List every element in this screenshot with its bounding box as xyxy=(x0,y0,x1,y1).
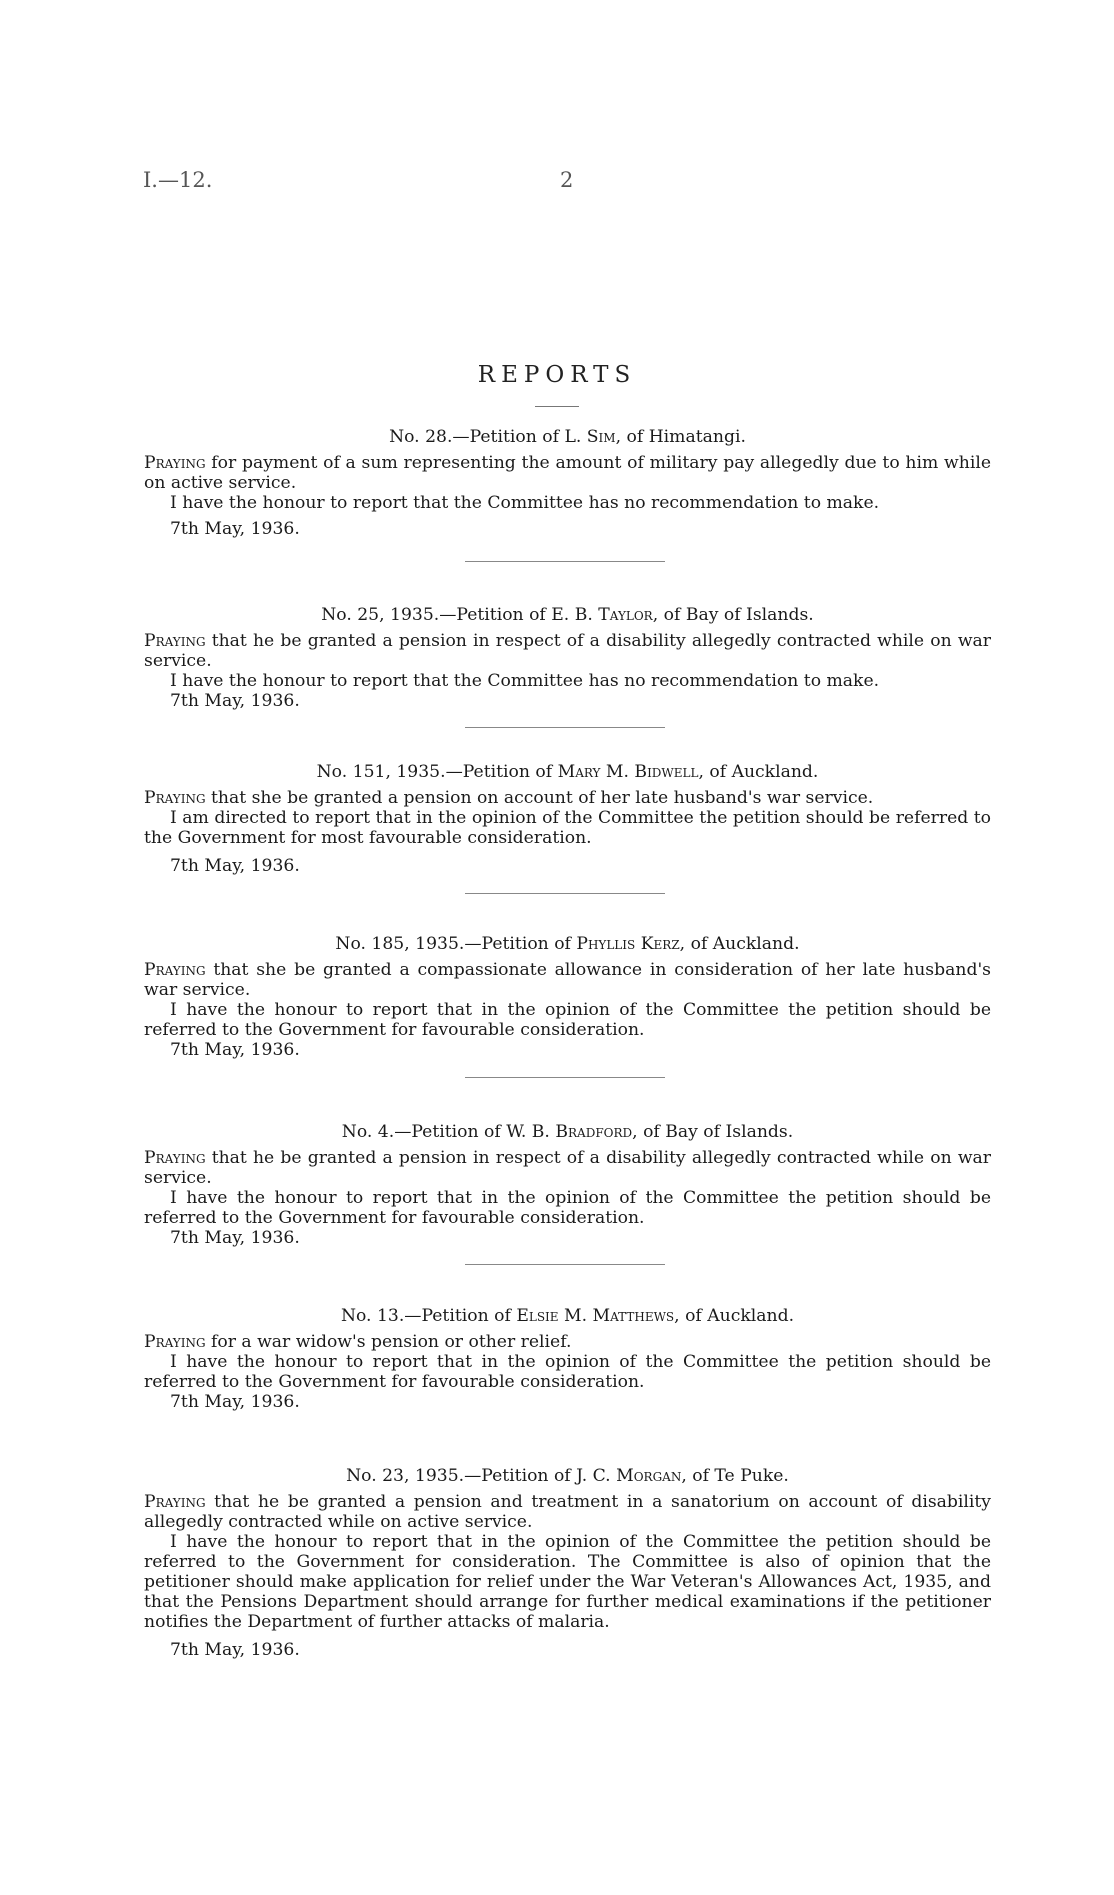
separator-rule xyxy=(465,893,665,894)
report-date: 7th May, 1936. xyxy=(170,519,300,539)
report-prayer: Praying that he be granted a pension in respect of a disability allegedly contracted while on war service. xyxy=(144,1148,991,1188)
report-heading: No. 23, 1935.—Petition of J. C. Morgan, of Te Puke. xyxy=(346,1466,789,1486)
report-heading: No. 25, 1935.—Petition of E. B. Taylor, of Bay of Islands. xyxy=(321,605,814,625)
report-entry xyxy=(144,605,991,711)
report-heading: No. 13.—Petition of Elsie M. Matthews, of Auckland. xyxy=(340,1306,795,1326)
report-heading: No. 151, 1935.—Petition of Mary M. Bidwell, of Auckland. xyxy=(316,762,819,782)
report-prayer: Praying that she be granted a pension on account of her late husband's war service. xyxy=(144,788,874,808)
report-heading: No. 28.—Petition of L. Sim, of Himatangi. xyxy=(389,427,746,447)
report-heading: No. 185, 1935.—Petition of Phyllis Kerz, of Auckland. xyxy=(335,934,800,954)
report-body: I have the honour to report that the Committee has no recommendation to make. xyxy=(170,671,880,691)
report-prayer: Praying for a war widow's pension or other relief. xyxy=(144,1332,572,1352)
title-underline xyxy=(535,406,579,407)
separator-rule xyxy=(465,1077,665,1078)
report-body: I have the honour to report that the Committee has no recommendation to make. xyxy=(170,493,880,513)
report-date: 7th May, 1936. xyxy=(170,856,300,876)
petitioner-name: E. B. Taylor xyxy=(551,605,653,625)
report-prayer: Praying that he be granted a pension in respect of a disability allegedly contracted while on war service. xyxy=(144,631,991,671)
report-body: I have the honour to report that in the opinion of the Committee the petition should be referred to the Government for favourable consideration. xyxy=(144,1000,991,1040)
report-body: I have the honour to report that in the opinion of the Committee the petition should be referred to the Government for favourable consideration. xyxy=(144,1352,991,1392)
report-body: I have the honour to report that in the opinion of the Committee the petition should be referred to the Government for consideration. The Committee is also of opinion that the petitioner should make application for relief under the War Veteran's Allowances Act, 1935, and that the Pensions Department should arrange for further medical examinations if the petitioner notifies the Department of further attacks of malaria. xyxy=(144,1532,991,1632)
report-entry xyxy=(144,1306,991,1412)
report-entry xyxy=(144,1122,991,1248)
report-date: 7th May, 1936. xyxy=(170,691,300,711)
report-entry xyxy=(144,934,991,1060)
report-date: 7th May, 1936. xyxy=(170,1392,300,1412)
page-number: 2 xyxy=(560,168,574,192)
report-prayer: Praying that she be granted a compassionate allowance in consideration of her late husband's war service. xyxy=(144,960,991,1000)
report-prayer: Praying that he be granted a pension and treatment in a sanatorium on account of disability allegedly contracted while on active service. xyxy=(144,1492,991,1532)
separator-rule xyxy=(465,561,665,562)
petitioner-name: Mary M. Bidwell xyxy=(557,762,699,782)
report-heading: No. 4.—Petition of W. B. Bradford, of Bay of Islands. xyxy=(341,1122,794,1142)
report-date: 7th May, 1936. xyxy=(170,1228,300,1248)
report-body: I have the honour to report that in the opinion of the Committee the petition should be referred to the Government for favourable consideration. xyxy=(144,1188,991,1228)
report-entry xyxy=(144,762,991,876)
report-prayer: Praying for payment of a sum representing the amount of military pay allegedly due to him while on active service. xyxy=(144,453,991,493)
petitioner-name: Bradford xyxy=(555,1122,633,1142)
report-date: 7th May, 1936. xyxy=(170,1640,300,1660)
report-date: 7th May, 1936. xyxy=(170,1040,300,1060)
petitioner-name: Morgan xyxy=(616,1466,682,1486)
document-reference: I.—12. xyxy=(143,168,213,192)
report-entry xyxy=(144,427,991,539)
petitioner-name: L. Sim xyxy=(564,427,616,447)
separator-rule xyxy=(465,727,665,728)
report-body: I am directed to report that in the opinion of the Committee the petition should be referred to the Government for most favourable consideration. xyxy=(144,808,991,848)
report-entry xyxy=(144,1466,991,1660)
page-title: REPORTS xyxy=(477,362,637,388)
petitioner-name: Elsie M. Matthews xyxy=(516,1306,675,1326)
separator-rule xyxy=(465,1264,665,1265)
petitioner-name: Phyllis Kerz xyxy=(576,934,680,954)
